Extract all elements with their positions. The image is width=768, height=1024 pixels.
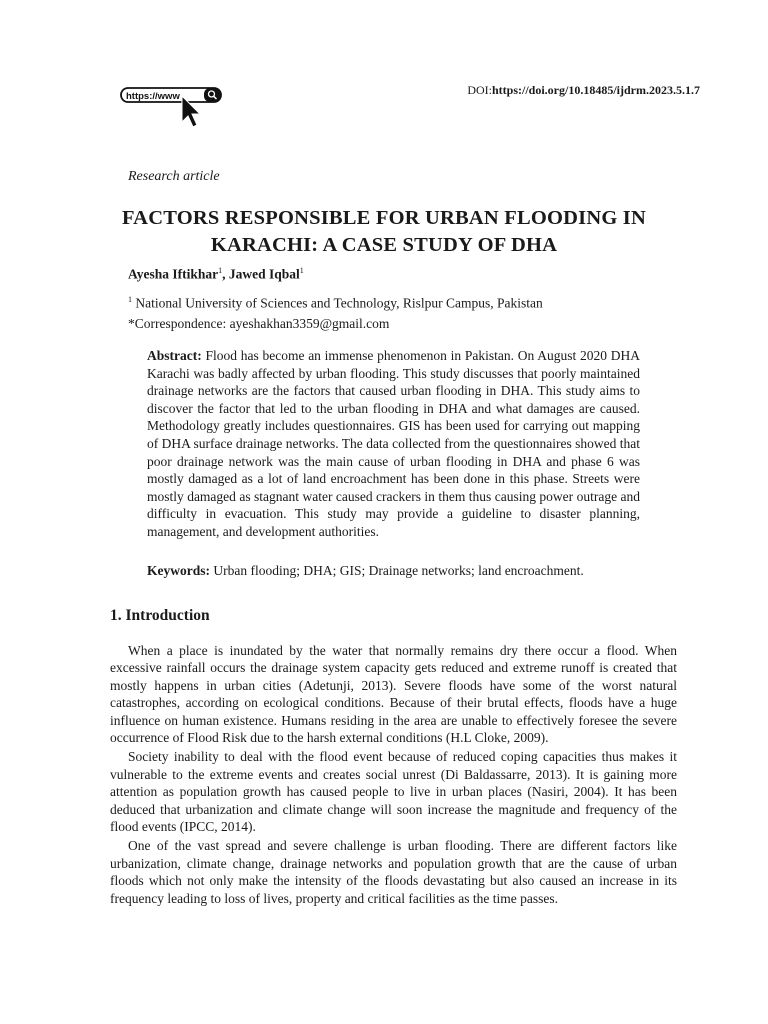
journal-logo: [120, 86, 224, 128]
author-name: Jawed Iqbal: [228, 266, 300, 282]
correspondence: *Correspondence: ayeshakhan3359@gmail.com: [128, 315, 390, 331]
affiliation-block: [128, 290, 543, 334]
url-bar-logo-graphic: [120, 86, 224, 128]
doi-line: [467, 83, 700, 98]
introduction-body: [110, 642, 677, 909]
section-heading: 1. Introduction: [110, 607, 210, 624]
author-name: Ayesha Iftikhar: [128, 266, 219, 282]
abstract: [147, 347, 640, 541]
affiliation: [128, 290, 543, 314]
doi-prefix: DOI:: [467, 83, 492, 97]
abstract-label: Abstract:: [147, 348, 202, 363]
author-affiliation-mark: 1: [218, 266, 223, 275]
paper-title: FACTORS RESPONSIBLE FOR URBAN FLOODING IN KARACHI: A CASE STUDY OF DHA: [121, 207, 646, 256]
logo-url-text: https://www: [126, 91, 180, 102]
author-separator: ,: [222, 266, 229, 282]
keywords-label: Keywords:: [147, 563, 210, 578]
abstract-text: Flood has become an immense phenomenon in Pakistan. On August 2020 DHA Karachi was badly affected by urban flooding. This study discusses that poorly maintained drainage networks are the factors that caused urban flooding in DHA. This study aims to discover the factor that led to the urban flooding in DHA and what damages are caused. Methodology greatly includes questionnaires. GIS has been used for carrying out mapping of DHA surface drainage networks. The data collected from the questionnaires showed that poor drainage network was the main cause of urban flooding in DHA and phase 6 was mostly damaged as a lot of land encroachment has been done in this phase. Streets were mostly damaged as stagnant water caused crackers in them thus causing power outrage and difficulty in evacuation. This study may provide a guideline to disaster planning, management, and development authorities.: [147, 348, 640, 539]
article-type: Research article: [128, 169, 220, 184]
body-paragraph: One of the vast spread and severe challenge is urban flooding. There are different factors like urbanization, climate change, drainage networks and population growth that are the cause of urban floods which not only make the intensity of the floods devastating but also caused an increase in its frequency leading to loss of lives, property and critical facilities as the time passes.: [110, 838, 677, 906]
doi-link[interactable]: https://doi.org/10.18485/ijdrm.2023.5.1.7: [491, 83, 700, 97]
author-affiliation-mark: 1: [299, 266, 304, 275]
keywords-text: Urban flooding; DHA; GIS; Drainage networks; land encroachment.: [210, 563, 584, 578]
affiliation-text: National University of Sciences and Technology, Rislpur Campus, Pakistan: [132, 295, 543, 311]
body-paragraph: Society inability to deal with the flood event because of reduced coping capacities thus makes it vulnerable to the extreme events and creates social unrest (Di Baldassarre, 2013). It is gaining more attention as population growth has caused people to live in urban places (Nasiri, 2004). It has been deduced that urbanization and climate change will soon increase the magnitude and frequency of the flood events (IPCC, 2014).: [110, 749, 677, 835]
affiliation-mark: 1: [128, 295, 132, 304]
body-paragraph: When a place is inundated by the water that normally remains dry there occur a flood. When excessive rainfall occurs the drainage system capacity gets reduced and extreme runoff is created that mostly happens in urban cities (Adetunji, 2013). Severe floods have some of the worst natural catastrophes, according on ecological conditions. Because of their brutal effects, floods have a huge influence on human existence. Humans residing in the area are unable to effectively foresee the severe occurrence of Flood Risk due to the harsh external conditions (H.L Cloke, 2009).: [110, 643, 677, 746]
keywords: [147, 563, 667, 579]
author-list: [128, 266, 304, 283]
